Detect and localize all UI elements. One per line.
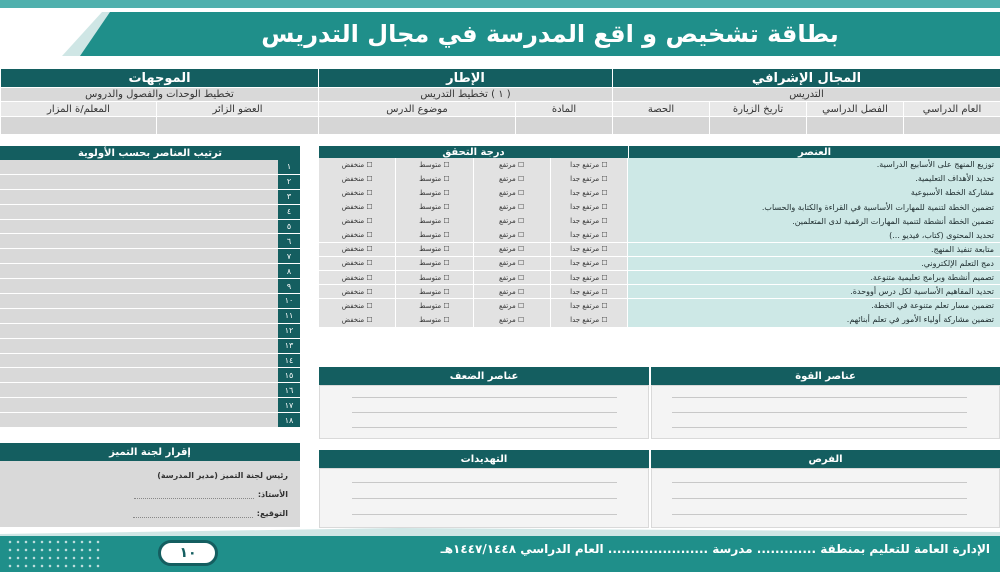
field-visit-date[interactable]: [710, 117, 807, 135]
priority-row: [0, 413, 300, 428]
priority-row: [0, 279, 300, 294]
assessment-row: [319, 228, 1000, 242]
priority-number: ١٣: [278, 339, 300, 353]
assessment-row: [319, 285, 1000, 299]
strengths-line-1: [672, 397, 967, 398]
degree-option-checkbox[interactable]: ☐ منخفض: [319, 186, 395, 200]
priority-field[interactable]: [0, 279, 278, 293]
col-semester: الفصل الدراسي: [807, 102, 904, 117]
degree-option-checkbox[interactable]: ☐ منخفض: [319, 257, 395, 271]
priority-number: ٧: [278, 249, 300, 263]
degree-option-checkbox[interactable]: ☐ متوسط: [396, 228, 472, 242]
priority-field[interactable]: [0, 205, 278, 219]
signature-field[interactable]: [133, 510, 253, 518]
assessment-row: [319, 186, 1000, 200]
teacher-name-label: الأستاذ:: [257, 490, 288, 499]
degree-option-checkbox[interactable]: ☐ مرتفع: [474, 200, 550, 214]
field-teacher[interactable]: [1, 117, 157, 135]
weaknesses-line-1: [352, 397, 617, 398]
strengths-line-2: [672, 412, 967, 413]
assessment-element: متابعة تنفيذ المنهج.: [628, 243, 1000, 257]
assessment-row: [319, 243, 1000, 257]
priority-row: [0, 324, 300, 339]
degree-option-checkbox[interactable]: ☐ مرتفع جدا: [551, 285, 627, 299]
priority-field[interactable]: [0, 398, 278, 412]
guides-label: الموجهات: [1, 69, 319, 88]
priority-field[interactable]: [0, 383, 278, 397]
priority-number: ١٥: [278, 368, 300, 382]
degree-option-checkbox[interactable]: ☐ مرتفع جدا: [551, 257, 627, 271]
degree-option-checkbox[interactable]: ☐ مرتفع: [474, 158, 550, 172]
priority-number: ٩: [278, 279, 300, 293]
degree-option-checkbox[interactable]: ☐ متوسط: [396, 243, 472, 257]
assessment-row: [319, 257, 1000, 271]
threats-header: التهديدات: [319, 450, 649, 468]
degree-option-checkbox[interactable]: ☐ منخفض: [319, 271, 395, 285]
assessment-element: تحديد المحتوى (كتاب، فيديو ...): [628, 228, 1000, 242]
priority-field[interactable]: [0, 175, 278, 189]
priority-row: [0, 190, 300, 205]
frame-value: ( ١ ) تخطيط التدريس: [319, 88, 613, 102]
degree-option-checkbox[interactable]: ☐ مرتفع جدا: [551, 200, 627, 214]
element-header: العنصر: [629, 146, 1000, 158]
field-school-year[interactable]: [904, 117, 1000, 135]
priority-field[interactable]: [0, 339, 278, 353]
priority-number: ١٨: [278, 413, 300, 427]
top-strip: [0, 0, 1000, 8]
assessment-element: مشاركة الخطة الأسبوعية: [628, 186, 1000, 200]
threats-line-3: [352, 514, 617, 515]
assessment-table: [319, 158, 1000, 327]
priority-list: [0, 160, 300, 428]
priority-number: ١: [278, 160, 300, 174]
degree-option-checkbox[interactable]: ☐ منخفض: [319, 228, 395, 242]
priority-row: [0, 294, 300, 309]
frame-label: الإطار: [319, 69, 613, 88]
priority-number: ١٦: [278, 383, 300, 397]
assessment-element: تحديد المفاهيم الأساسية لكل درس أووحدة.: [628, 285, 1000, 299]
assessment-row: [319, 172, 1000, 186]
degree-option-checkbox[interactable]: ☐ متوسط: [396, 186, 472, 200]
degree-option-checkbox[interactable]: ☐ متوسط: [396, 214, 472, 228]
degree-option-checkbox[interactable]: ☐ مرتفع جدا: [551, 214, 627, 228]
header-table: [0, 68, 1000, 135]
col-lesson-topic: موضوع الدرس: [319, 102, 516, 117]
priority-field[interactable]: [0, 294, 278, 308]
degree-option-checkbox[interactable]: ☐ منخفض: [319, 200, 395, 214]
col-school-year: العام الدراسي: [904, 102, 1000, 117]
page-title: بطاقة تشخيص و اقع المدرسة في مجال التدريس: [261, 20, 839, 48]
weaknesses-line-2: [352, 412, 617, 413]
priority-row: [0, 160, 300, 175]
degree-option-checkbox[interactable]: ☐ منخفض: [319, 172, 395, 186]
guides-value: تخطيط الوحدات والفصول والدروس: [1, 88, 319, 102]
committee-title: إقرار لجنة التميز: [0, 443, 300, 461]
col-teacher: المعلم/ة المزار: [1, 102, 157, 117]
priority-row: [0, 383, 300, 398]
degree-option-checkbox[interactable]: ☐ مرتفع: [474, 257, 550, 271]
priority-row: [0, 354, 300, 369]
priority-field[interactable]: [0, 190, 278, 204]
priority-field[interactable]: [0, 368, 278, 382]
priority-number: ١٧: [278, 398, 300, 412]
degree-option-checkbox[interactable]: ☐ متوسط: [396, 158, 472, 172]
field-subject[interactable]: [516, 117, 613, 135]
degree-option-checkbox[interactable]: ☐ متوسط: [396, 313, 472, 327]
domain-label: المجال الإشرافي: [613, 69, 1000, 88]
priority-row: [0, 339, 300, 354]
degree-option-checkbox[interactable]: ☐ مرتفع جدا: [551, 313, 627, 327]
opportunities-header: الفرص: [651, 450, 1000, 468]
degree-header: درجة التحقق: [319, 146, 628, 158]
col-visit-date: تاريخ الزيارة: [710, 102, 807, 117]
degree-option-checkbox[interactable]: ☐ مرتفع: [474, 243, 550, 257]
priority-field[interactable]: [0, 160, 278, 174]
assessment-row: [319, 271, 1000, 285]
priority-number: ٣: [278, 190, 300, 204]
assessment-element: تحديد الأهداف التعليمية.: [628, 172, 1000, 186]
degree-option-checkbox[interactable]: ☐ مرتفع: [474, 172, 550, 186]
opportunities-line-2: [672, 498, 967, 499]
field-visitor[interactable]: [157, 117, 319, 135]
degree-option-checkbox[interactable]: ☐ منخفض: [319, 285, 395, 299]
priority-number: ١٢: [278, 324, 300, 338]
weaknesses-line-3: [352, 427, 617, 428]
priority-number: ١١: [278, 309, 300, 323]
priority-number: ١٠: [278, 294, 300, 308]
degree-option-checkbox[interactable]: ☐ منخفض: [319, 243, 395, 257]
degree-option-checkbox[interactable]: ☐ متوسط: [396, 299, 472, 313]
weaknesses-header: عناصر الضعف: [319, 367, 649, 385]
assessment-row: [319, 299, 1000, 313]
priority-number: ١٤: [278, 354, 300, 368]
assessment-element: تضمين مسار تعلم متنوعة في الخطة.: [628, 299, 1000, 313]
threats-line-2: [352, 498, 617, 499]
priority-number: ٦: [278, 234, 300, 248]
priority-field[interactable]: [0, 220, 278, 234]
priority-row: [0, 368, 300, 383]
strengths-header: عناصر القوة: [651, 367, 1000, 385]
field-lesson-topic[interactable]: [319, 117, 516, 135]
assessment-row: [319, 158, 1000, 172]
opportunities-line-1: [672, 482, 967, 483]
committee-head: رئيس لجنة التميز (مدير المدرسة): [157, 471, 288, 480]
col-period: الحصة: [613, 102, 710, 117]
field-semester[interactable]: [807, 117, 904, 135]
priority-row: [0, 175, 300, 190]
degree-option-checkbox[interactable]: ☐ متوسط: [396, 271, 472, 285]
priority-row: [0, 398, 300, 413]
strengths-line-3: [672, 427, 967, 428]
degree-option-checkbox[interactable]: ☐ مرتفع جدا: [551, 243, 627, 257]
assessment-element: توزيع المنهج على الأسابيع الدراسية.: [628, 158, 1000, 172]
opportunities-line-3: [672, 514, 967, 515]
priority-number: ٢: [278, 175, 300, 189]
assessment-element: تضمين الخطة أنشطة لتنمية المهارات الرقمية لدى المتعلمين.: [628, 214, 1000, 228]
degree-option-checkbox[interactable]: ☐ منخفض: [319, 313, 395, 327]
priority-number: ٤: [278, 205, 300, 219]
degree-option-checkbox[interactable]: ☐ متوسط: [396, 257, 472, 271]
footer-admin-text: الإدارة العامة للتعليم بمنطقة ............. مدرسة ...................... العام الدراسي ١٤٤٧/١٤٤٨هـ: [440, 542, 990, 556]
degree-option-checkbox[interactable]: ☐ مرتفع: [474, 299, 550, 313]
col-visitor: العضو الزائر: [157, 102, 319, 117]
degree-option-checkbox[interactable]: ☐ مرتفع: [474, 214, 550, 228]
priority-field[interactable]: [0, 264, 278, 278]
assessment-element: تضمين مشاركة أولياء الأمور في تعلم أبنائهم.: [628, 313, 1000, 327]
degree-option-checkbox[interactable]: ☐ مرتفع: [474, 313, 550, 327]
field-period[interactable]: [613, 117, 710, 135]
degree-option-checkbox[interactable]: ☐ متوسط: [396, 172, 472, 186]
priority-field[interactable]: [0, 309, 278, 323]
degree-option-checkbox[interactable]: ☐ مرتفع: [474, 228, 550, 242]
degree-option-checkbox[interactable]: ☐ مرتفع جدا: [551, 271, 627, 285]
degree-option-checkbox[interactable]: ☐ مرتفع جدا: [551, 299, 627, 313]
committee-box: [0, 461, 300, 527]
domain-value: التدريس: [613, 88, 1000, 102]
degree-option-checkbox[interactable]: ☐ مرتفع: [474, 285, 550, 299]
degree-option-checkbox[interactable]: ☐ مرتفع جدا: [551, 186, 627, 200]
priority-row: [0, 205, 300, 220]
assessment-row: [319, 214, 1000, 228]
teacher-name-field[interactable]: [134, 491, 254, 499]
degree-option-checkbox[interactable]: ☐ مرتفع جدا: [551, 158, 627, 172]
col-subject: المادة: [516, 102, 613, 117]
assessment-row: [319, 200, 1000, 214]
assessment-row: [319, 313, 1000, 327]
priority-field[interactable]: [0, 234, 278, 248]
priority-number: ٨: [278, 264, 300, 278]
priority-field[interactable]: [0, 324, 278, 338]
degree-option-checkbox[interactable]: ☐ منخفض: [319, 299, 395, 313]
assessment-element: دمج التعلم الإلكتروني.: [628, 257, 1000, 271]
assessment-element: تضمين الخطة لتنمية للمهارات الأساسية في القراءة والكتابة والحساب.: [628, 200, 1000, 214]
degree-option-checkbox[interactable]: ☐ مرتفع جدا: [551, 172, 627, 186]
degree-option-checkbox[interactable]: ☐ مرتفع: [474, 186, 550, 200]
priority-row: [0, 309, 300, 324]
threats-line-1: [352, 482, 617, 483]
degree-option-checkbox[interactable]: ☐ متوسط: [396, 285, 472, 299]
page-number: ١٠: [158, 540, 218, 566]
degree-option-checkbox[interactable]: ☐ متوسط: [396, 200, 472, 214]
footer-dot-pattern: [6, 538, 102, 570]
priority-row: [0, 220, 300, 235]
signature-label: التوقيع:: [256, 509, 288, 518]
priority-row: [0, 234, 300, 249]
degree-option-checkbox[interactable]: ☐ مرتفع: [474, 271, 550, 285]
degree-option-checkbox[interactable]: ☐ مرتفع جدا: [551, 228, 627, 242]
degree-option-checkbox[interactable]: ☐ منخفض: [319, 158, 395, 172]
priority-field[interactable]: [0, 249, 278, 263]
assessment-element: تصميم أنشطة وبرامج تعليمية متنوعة.: [628, 271, 1000, 285]
priority-number: ٥: [278, 220, 300, 234]
priority-title: ترتيب العناصر بحسب الأولوية: [0, 146, 300, 160]
priority-row: [0, 249, 300, 264]
priority-field[interactable]: [0, 354, 278, 368]
degree-option-checkbox[interactable]: ☐ منخفض: [319, 214, 395, 228]
priority-row: [0, 264, 300, 279]
priority-field[interactable]: [0, 413, 278, 427]
